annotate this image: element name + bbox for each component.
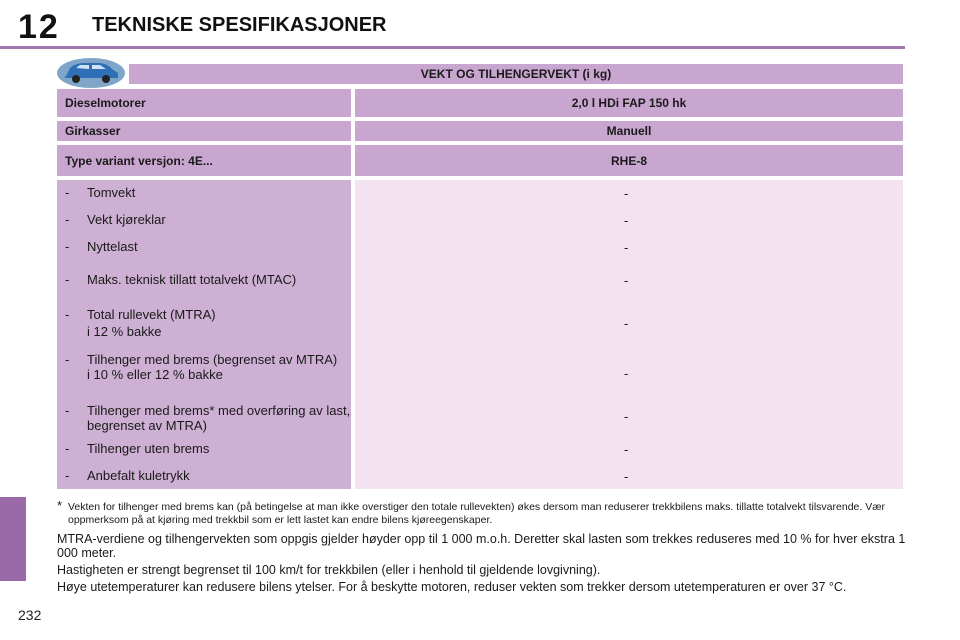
row-value: - bbox=[624, 273, 629, 288]
car-icon bbox=[56, 56, 126, 88]
chapter-title: TEKNISKE SPESIFIKASJONER bbox=[92, 14, 387, 36]
row-value: - bbox=[624, 469, 629, 484]
engine-value: 2,0 l HDi FAP 150 hk bbox=[355, 89, 903, 117]
footnote-text: Vekten for tilhenger med brems kan (på betingelse at man ikke overstiger den totale rullevekten) økes dersom man reduserer trekkbilens maks. tillatte totalvekt tilsvarende. Vær oppmerksom på at kjøring med trekkbil som er lett lastet kan endre bilens kjøreegenskaper. bbox=[68, 501, 886, 526]
chapter-side-tab bbox=[0, 497, 26, 581]
variant-value: RHE-8 bbox=[355, 145, 903, 176]
header-row-gearbox bbox=[57, 121, 903, 141]
gearbox-value: Manuell bbox=[355, 121, 903, 141]
row-label: Maks. teknisk tillatt totalvekt (MTAC) bbox=[87, 272, 297, 287]
row-label-sub: i 10 % eller 12 % bakke bbox=[87, 367, 223, 382]
chapter-number: 12 bbox=[18, 8, 60, 46]
value-column bbox=[355, 180, 903, 489]
row-label bbox=[87, 352, 352, 382]
row-value: - bbox=[624, 186, 629, 201]
row-label: Nyttelast bbox=[87, 239, 138, 254]
row-label-main: Tilhenger med brems (begrenset av MTRA) bbox=[87, 352, 338, 367]
variant-label: Type variant versjon: 4E... bbox=[57, 145, 351, 176]
footnote bbox=[57, 498, 907, 527]
gearbox-label: Girkasser bbox=[57, 121, 351, 141]
row-value: - bbox=[624, 442, 629, 457]
row-label: Vekt kjøreklar bbox=[87, 212, 166, 227]
table-title: VEKT OG TILHENGERVEKT (i kg) bbox=[129, 64, 903, 84]
row-label: Tomvekt bbox=[87, 185, 136, 200]
row-label bbox=[87, 307, 352, 339]
engine-label: Dieselmotorer bbox=[57, 89, 351, 117]
row-label: Tilhenger med brems* med overføring av last, begrenset av MTRA) bbox=[87, 403, 351, 433]
paragraph-temperature: Høye utetemperaturer kan redusere bilens ytelser. For å beskytte motoren, reduser vekten som trekker dersom utetemperaturen er over 37 °C. bbox=[57, 580, 847, 594]
row-label-main: Total rullevekt (MTRA) bbox=[87, 307, 216, 322]
row-label-sub: i 12 % bakke bbox=[87, 324, 162, 339]
row-value: - bbox=[624, 366, 629, 381]
header-rule bbox=[0, 46, 905, 49]
header-row-variant bbox=[57, 145, 903, 176]
row-label: Tilhenger uten brems bbox=[87, 441, 210, 456]
row-label: Anbefalt kuletrykk bbox=[87, 468, 190, 483]
paragraph-mtra: MTRA-verdiene og tilhengervekten som oppgis gjelder høyder opp til 1 000 m.o.h. Deretter skal lasten som trekkes reduseres med 10 % for hver ekstra 1 000 meter. bbox=[57, 532, 906, 560]
row-value: - bbox=[624, 409, 629, 424]
header-row-engine bbox=[57, 89, 903, 117]
row-value: - bbox=[624, 213, 629, 228]
page-number: 232 bbox=[18, 607, 42, 623]
row-value: - bbox=[624, 240, 629, 255]
row-value: - bbox=[624, 316, 629, 331]
paragraph-speed: Hastigheten er strengt begrenset til 100 km/t for trekkbilen (eller i henhold til gjeldende lovgivning). bbox=[57, 563, 601, 577]
footnote-marker: * bbox=[57, 498, 63, 513]
